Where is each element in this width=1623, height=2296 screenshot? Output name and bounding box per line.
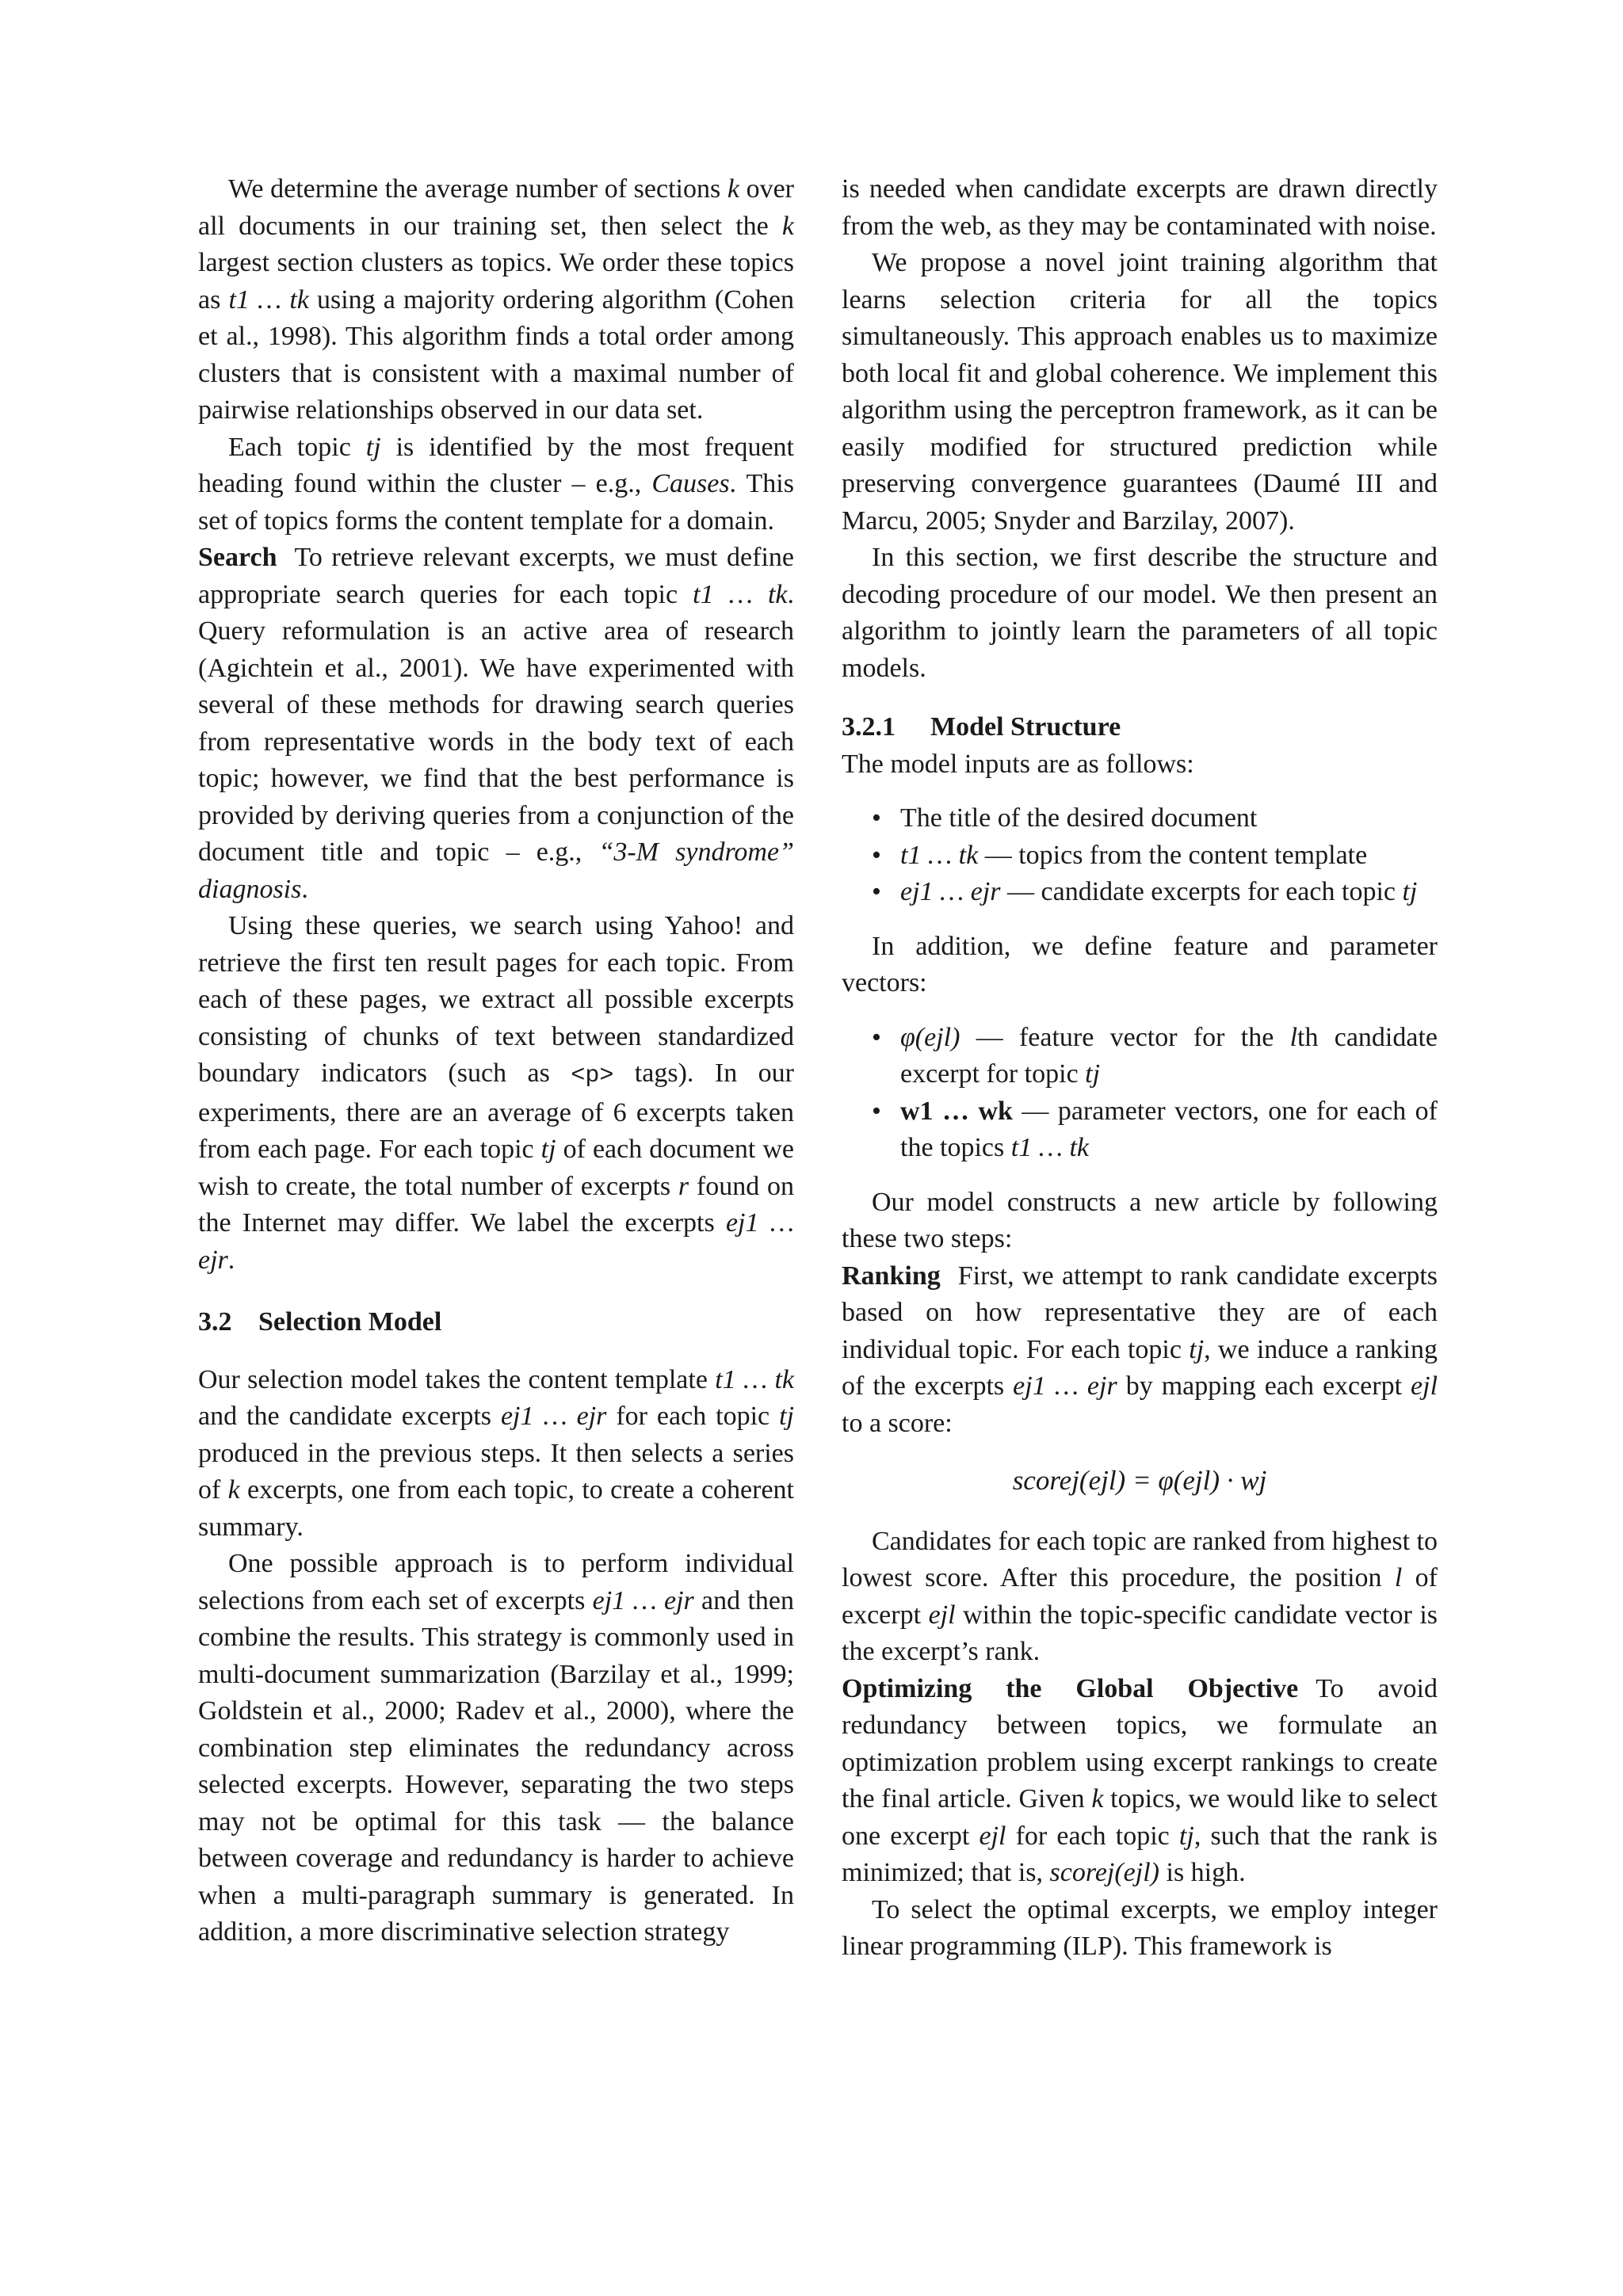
paragraph-search: Search To retrieve relevant excerpts, we must define appropriate search queries for each topic t1 … tk. Query reformulation is an active area of research (Agichtein et al., 2001). We have experimented with several of these methods for drawing search queries from representative words in the body text of each topic; however, we find that the best performance is provided by deriving queries from a conjunction of the document title and topic – e.g., “3-M syndrome” diagnosis.: [198, 543, 794, 904]
list-item: • t1 … tk — topics from the content template: [842, 837, 1438, 875]
paragraph-topic-heading: Each topic tj is identified by the most frequent heading found within the cluster – e.g., Causes. This set of topics forms the content template for a domain.: [198, 432, 794, 536]
paragraph-section-overview: In this section, we first describe the structure and decoding procedure of our model. We then present an algorithm to jointly learn the parameters of all topic models.: [842, 543, 1438, 683]
right-column: [842, 171, 1438, 1966]
paragraph-joint-training: We propose a novel joint training algorithm that learns selection criteria for all the topics simultaneously. This approach enables us to maximize both local fit and global coherence. We implement this algorithm using the perceptron framework, as it can be easily modified for structured prediction while preserving convergence guarantees (Daumé III and Marcu, 2005; Snyder and Barzilay, 2007).: [842, 248, 1438, 536]
paragraph-vectors-intro: In addition, we define feature and parameter vectors:: [842, 931, 1438, 997]
score-equation: scorej(ejl) = φ(ejl) · wj: [1012, 1465, 1267, 1496]
list-item: • ej1 … ejr — candidate excerpts for each topic tj: [842, 874, 1438, 911]
bullet-icon: •: [872, 803, 881, 833]
bullet-icon: •: [872, 877, 881, 906]
list-item: • The title of the desired document: [842, 800, 1438, 837]
paragraph-ilp: To select the optimal excerpts, we employ integer linear programming (ILP). This framework is: [842, 1894, 1438, 1961]
vectors-list: [842, 1020, 1438, 1167]
paragraph-individual-selection: One possible approach is to perform individual selections from each set of excerpts ej1 … ejr and then combine the results. This strategy is commonly used in multi-document summarization (Barzilay et al., 1999; Goldstein et al., 2000; Radev et al., 2000), where the combination step eliminates the redundancy across selected excerpts. However, separating the two steps may not be optimal for this task — the balance between coverage and redundancy is harder to achieve when a multi-paragraph summary is generated. In addition, a more discriminative selection strategy: [198, 1549, 794, 1947]
paragraph-ranking: Ranking First, we attempt to rank candidate excerpts based on how representative they are of each individual topic. For each topic tj, we induce a ranking of the excerpts ej1 … ejr by mapping each excerpt ejl to a score:: [842, 1261, 1438, 1438]
paragraph-yahoo-search: Using these queries, we search using Yahoo! and retrieve the first ten result pages for each topic. From each of these pages, we extract all possible excerpts consisting of chunks of text between standardized boundary indicators (such as <p> tags). In our experiments, there are an average of 6 excerpts taken from each page. For each topic tj of each document we wish to create, the total number of excerpts r found on the Internet may differ. We label the excerpts ej1 … ejr.: [198, 911, 795, 1275]
run-in-heading-optimizing: Optimizing the Global Objective: [842, 1673, 1299, 1703]
math-t-seq: t1 … tk: [228, 284, 309, 315]
paragraph-inputs-intro: The model inputs are as follows:: [842, 749, 1194, 779]
left-column: [198, 171, 794, 1951]
code-p-tag: <p>: [571, 1062, 614, 1089]
bullet-icon: •: [872, 1022, 881, 1052]
paragraph-steps-intro: Our model constructs a new article by following these two steps:: [842, 1187, 1438, 1253]
subsection-heading-3-2-1: 3.2.1 Model Structure: [842, 712, 1121, 742]
paragraph-candidates-ranked: Candidates for each topic are ranked from highest to lowest score. After this procedure, the position l of excerpt ejl within the topic-specific candidate vector is the excerpt’s rank.: [842, 1526, 1438, 1666]
bullet-icon: •: [872, 840, 881, 870]
list-item: • φ(ejl) — feature vector for the lth candidate excerpt for topic tj: [842, 1020, 1438, 1093]
paragraph-topic-ordering: We determine the average number of sections k over all documents in our training set, then select the k largest section clusters as topics. We order these topics as t1 … tk using a majority ordering algorithm (Cohen et al., 1998). This algorithm finds a total order among clusters that is consistent with a maximal number of pairwise relationships observed in our data set.: [198, 174, 795, 425]
run-in-heading-ranking: Ranking: [842, 1261, 941, 1291]
section-heading-3-2: 3.2 Selection Model: [198, 1307, 442, 1337]
run-in-heading-search: Search: [198, 543, 277, 572]
paragraph-optimizing: Optimizing the Global Objective To avoid redundancy between topics, we formulate an optimization problem using excerpt rankings to create the final article. Given k topics, we would like to select one excerpt ejl for each topic tj, such that the rank is minimized; that is, scorej(ejl) is high.: [842, 1673, 1438, 1887]
inputs-list: [842, 800, 1438, 911]
paragraph-selection-model: Our selection model takes the content template t1 … tk and the candidate excerpts ej1 … ejr for each topic tj produced in the previous steps. It then selects a series of k excerpts, one from each topic, to create a coherent summary.: [198, 1364, 794, 1542]
paragraph-web-noise: is needed when candidate excerpts are drawn directly from the web, as they may be contaminated with noise.: [842, 174, 1438, 241]
list-item: • w1 … wk — parameter vectors, one for each of the topics t1 … tk: [842, 1093, 1438, 1167]
bullet-icon: •: [872, 1096, 881, 1126]
